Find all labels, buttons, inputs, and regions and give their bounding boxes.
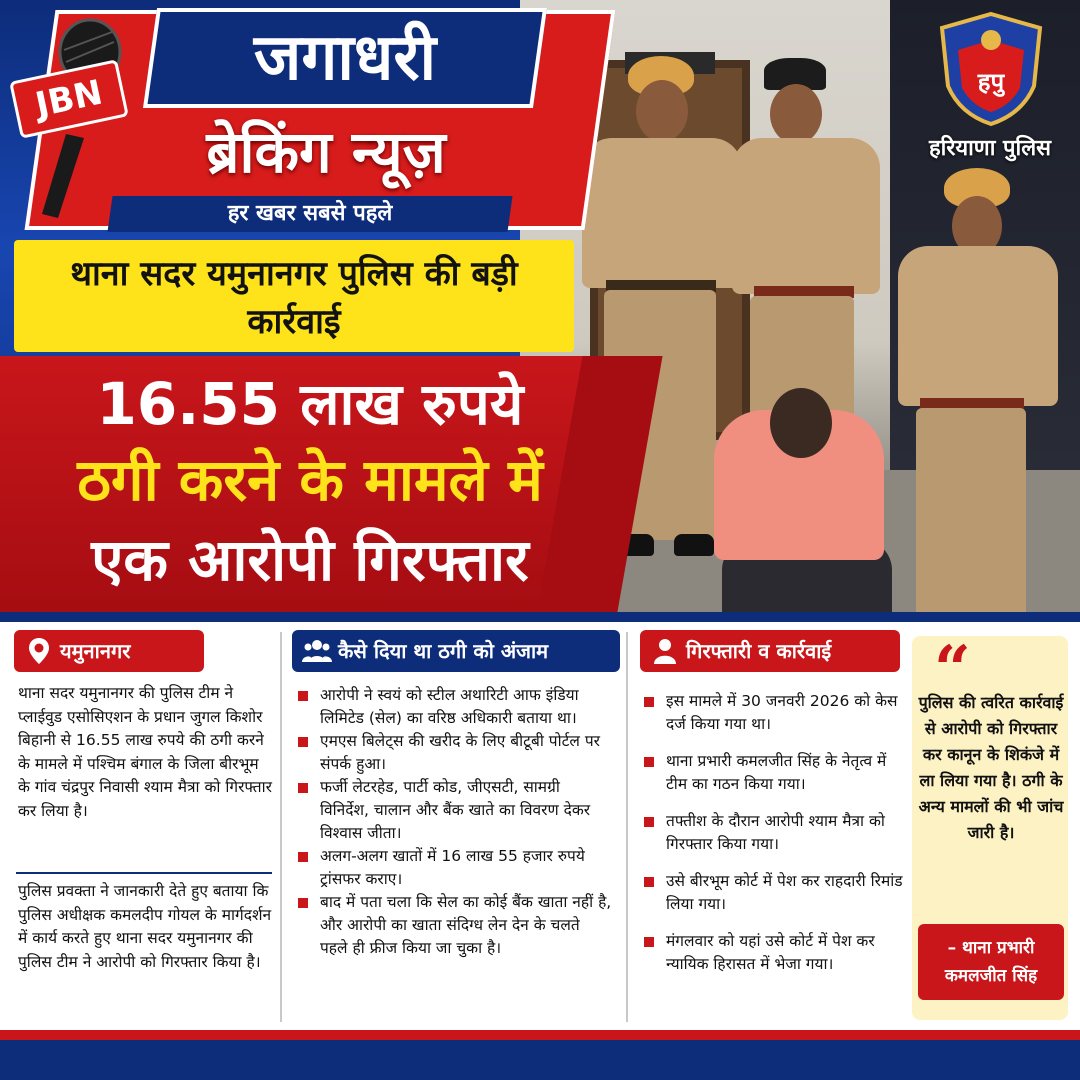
quote-attribution-name: कमलजीत सिंह (944, 966, 1038, 986)
headline-line-2: ठगी करने के मामले में (77, 446, 543, 514)
headline-line-3: एक आरोपी गिरफ्तार (91, 526, 529, 594)
svg-text:हपु: हपु (977, 68, 1005, 96)
banner-tagline-box (107, 196, 512, 232)
section-divider (0, 612, 1080, 622)
banner-title: जगाधरी (253, 21, 437, 95)
column-location-para-1: थाना सदर यमुनानगर की पुलिस टीम ने प्लाईवुड एसोसिएशन के प्रधान जुगल किशोर बिहानी से 16.55 लाख रुपये की ठगी करने के मामले में पश्चिम बंगाल के जिला बीरभूम के गांव चंद्रपुर निवासी श्याम मैत्रा को गिरफ्तार कर लिया है। (18, 684, 272, 820)
list-item: बाद में पता चला कि सेल का कोई बैंक खाता नहीं है, और आरोपी का खाता संदिग्ध लेन देन के चलते पहले ही फ्रीज किया जा चुका है। (296, 891, 612, 960)
group-icon (302, 636, 332, 666)
banner-subtitle: ब्रेकिंग न्यूज़ (206, 118, 446, 186)
police-label: हरियाणा पुलिस (928, 136, 1052, 161)
haryana-police-badge-icon (936, 10, 1046, 128)
method-list (296, 684, 612, 960)
column-location-para-2: पुलिस प्रवक्ता ने जानकारी देते हुए बताया कि पुलिस अधीक्षक कमलदीप गोयल के मार्गदर्शन में कार्य करते हुए थाना सदर यमुनानगर की पुलिस टीम ने आरोपी को गिरफ्तार किया है। (18, 882, 272, 971)
list-item: इस मामले में 30 जनवरी 2026 को केस दर्ज किया गया था। (642, 690, 904, 736)
column-arrest-title: गिरफ्तारी व कार्रवाई (686, 639, 832, 663)
column-separator (280, 632, 282, 1022)
quote-mark-icon: “ (934, 632, 971, 707)
footer-bar (0, 1030, 1080, 1080)
headline-line-1: 16.55 लाख रुपये (96, 370, 524, 438)
column-method-title: कैसे दिया था ठगी को अंजाम (338, 639, 549, 663)
list-item: आरोपी ने स्वयं को स्टील अथारिटी आफ इंडिया लिमिटेड (सेल) का वरिष्ठ अधिकारी बताया था। (296, 684, 612, 730)
quote-attribution (918, 924, 1064, 1000)
banner-tagline: हर खबर सबसे पहले (227, 201, 393, 226)
list-item: तफ्तीश के दौरान आरोपी श्याम मैत्रा को गिरफ्तार किया गया। (642, 810, 904, 856)
column-arrest-header (640, 630, 900, 672)
list-item: एमएस बिलेट्स की खरीद के लिए बीटूबी पोर्टल पर संपर्क हुआ। (296, 730, 612, 776)
column-location-title: यमुनानगर (60, 639, 131, 663)
list-item: अलग-अलग खातों में 16 लाख 55 हजार रुपये ट्रांसफर कराए। (296, 845, 612, 891)
column-divider (16, 872, 272, 874)
list-item: उसे बीरभूम कोर्ट में पेश कर राहदारी रिमांड लिया गया। (642, 870, 904, 916)
person-icon (650, 636, 680, 666)
accused-head (770, 388, 832, 458)
subheadline: थाना सदर यमुनानगर पुलिस की बड़ी कार्रवाई (70, 254, 518, 342)
location-pin-icon (24, 636, 54, 666)
list-item: मंगलवार को यहां उसे कोर्ट में पेश कर न्यायिक हिरासत में भेजा गया। (642, 930, 904, 976)
quote-attribution-role: – थाना प्रभारी (947, 938, 1035, 958)
list-item: फर्जी लेटरहेड, पार्टी कोड, जीएसटी, सामग्री विनिर्देश, चालान और बैंक खाते का विवरण देकर विश्वास जीता। (296, 776, 612, 845)
list-item: थाना प्रभारी कमलजीत सिंह के नेतृत्व में टीम का गठन किया गया। (642, 750, 904, 796)
column-location-header (14, 630, 204, 672)
banner-title-box (143, 8, 547, 108)
column-method-header (292, 630, 620, 672)
jbn-logo: JBN (9, 59, 129, 139)
jbn-banner (0, 0, 620, 250)
column-separator (626, 632, 628, 1022)
arrest-list (642, 690, 904, 976)
quote-text: पुलिस की त्वरित कार्रवाई से आरोपी को गिरफ्तार कर कानून के शिकंजे में ला लिया गया है। ठगी के अन्य मामलों की भी जांच जारी है। (918, 693, 1064, 842)
